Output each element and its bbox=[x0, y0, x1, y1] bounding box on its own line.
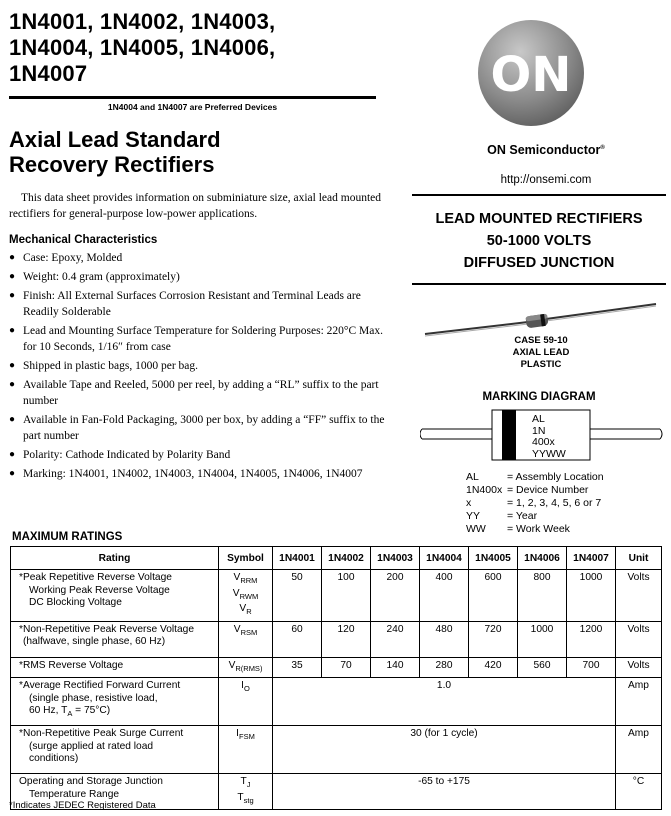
list-item-text: Lead and Mounting Surface Temperature for Soldering Purposes: 220°C Max. for 10 Seconds, 1/16″ from case bbox=[23, 325, 384, 353]
value-cell: 800 bbox=[518, 570, 567, 622]
unit-cell: °C bbox=[616, 774, 662, 810]
symbol-base: V bbox=[228, 659, 236, 671]
value-cell: 720 bbox=[469, 621, 518, 657]
symbol bbox=[222, 660, 269, 676]
list-item-text: Available Tape and Reeled, 5000 per reel, by adding a “RL” suffix to the part number bbox=[23, 379, 379, 407]
value-cell: 100 bbox=[322, 570, 371, 622]
symbol bbox=[222, 588, 269, 604]
value-cell: -65 to +175 bbox=[273, 774, 616, 810]
list-item bbox=[9, 466, 394, 482]
rating-cell bbox=[11, 570, 219, 622]
legend-key: x bbox=[466, 497, 472, 509]
unit-cell: Amp bbox=[616, 726, 662, 774]
package-description bbox=[486, 335, 596, 371]
legend-row bbox=[466, 484, 604, 497]
marking-line: AL bbox=[532, 413, 545, 425]
value-cell: 1.0 bbox=[273, 678, 616, 726]
column-header: 1N4006 bbox=[518, 547, 567, 570]
rating-line: *RMS Reverse Voltage bbox=[19, 659, 124, 671]
legend-value: = Device Number bbox=[507, 484, 589, 496]
ratings-heading: MAXIMUM RATINGS bbox=[12, 531, 123, 543]
value-cell: 35 bbox=[273, 657, 322, 678]
legend-row bbox=[466, 497, 604, 510]
symbol-base: V bbox=[233, 623, 241, 635]
list-item-text: Case: Epoxy, Molded bbox=[23, 252, 123, 264]
column-header: Unit bbox=[616, 547, 662, 570]
value-cell: 600 bbox=[469, 570, 518, 622]
rating-line: *Peak Repetitive Reverse Voltage bbox=[19, 572, 172, 583]
marking-line: 1N bbox=[532, 424, 546, 437]
value-cell: 50 bbox=[273, 570, 322, 622]
symbol-cell bbox=[219, 726, 273, 774]
table-row bbox=[11, 570, 662, 622]
symbol bbox=[222, 624, 269, 640]
legend-value: = Work Week bbox=[507, 523, 570, 535]
symbol-cell bbox=[219, 621, 273, 657]
table-header-row bbox=[11, 547, 662, 570]
legend-value: = 1, 2, 3, 4, 5, 6 or 7 bbox=[507, 497, 602, 509]
list-item bbox=[9, 323, 394, 355]
column-header: 1N4005 bbox=[469, 547, 518, 570]
symbol-base: I bbox=[241, 680, 244, 692]
value-cell: 480 bbox=[420, 621, 469, 657]
marking-line: YYWW bbox=[532, 447, 566, 460]
value-cell: 60 bbox=[273, 621, 322, 657]
title-line: 1N4001, 1N4002, 1N4003, bbox=[9, 9, 276, 34]
mechanical-list bbox=[9, 250, 394, 485]
value-cell: 1000 bbox=[518, 621, 567, 657]
value-cell: 30 (for 1 cycle) bbox=[273, 726, 616, 774]
bullet-icon: ● bbox=[9, 449, 16, 460]
value-cell: 700 bbox=[567, 657, 616, 678]
marking-text bbox=[532, 414, 566, 460]
product-line: DIFFUSED JUNCTION bbox=[463, 255, 615, 271]
rating-line: *Non-Repetitive Peak Reverse Voltage bbox=[19, 623, 194, 635]
symbol-cell bbox=[219, 657, 273, 678]
marking-line: 400x bbox=[532, 436, 555, 448]
legend-value: = Year bbox=[507, 510, 538, 522]
symbol-cell bbox=[219, 570, 273, 622]
symbol-base: T bbox=[237, 791, 244, 803]
document-subtitle bbox=[9, 127, 379, 177]
unit-cell: Amp bbox=[616, 678, 662, 726]
symbol-cell bbox=[219, 678, 273, 726]
value-cell: 1200 bbox=[567, 621, 616, 657]
symbol-subscript: O bbox=[244, 684, 250, 694]
column-header: 1N4003 bbox=[371, 547, 420, 570]
list-item bbox=[9, 358, 394, 374]
subtitle-line: Recovery Rectifiers bbox=[9, 152, 215, 177]
logo-text: ON bbox=[490, 47, 572, 103]
rating-subscript: A bbox=[67, 709, 73, 719]
symbol-subscript: RWM bbox=[239, 591, 259, 601]
brand-name-text: ON Semiconductor bbox=[487, 143, 601, 157]
list-item bbox=[9, 412, 394, 444]
symbol-base: I bbox=[236, 728, 239, 740]
bullet-icon: ● bbox=[9, 325, 16, 336]
symbol-subscript: RRM bbox=[240, 576, 258, 586]
value-cell: 120 bbox=[322, 621, 371, 657]
list-item-text: Polarity: Cathode Indicated by Polarity Band bbox=[23, 449, 231, 461]
value-cell: 420 bbox=[469, 657, 518, 678]
column-header: 1N4001 bbox=[273, 547, 322, 570]
marking-legend bbox=[466, 471, 604, 536]
rating-line: *Non-Repetitive Peak Surge Current bbox=[19, 728, 184, 740]
rating-line: conditions) bbox=[29, 753, 79, 765]
website-url[interactable]: http://onsemi.com bbox=[500, 174, 592, 186]
symbol-subscript: R(RMS) bbox=[235, 663, 263, 673]
list-item-text: Weight: 0.4 gram (approximately) bbox=[23, 271, 180, 283]
value-cell: 400 bbox=[420, 570, 469, 622]
column-header: 1N4007 bbox=[567, 547, 616, 570]
symbol-base: V bbox=[232, 587, 240, 599]
intro-paragraph: This data sheet provides information on subminiature size, axial lead mounted rectifiers for general-purpose low-power applications. bbox=[9, 192, 381, 220]
marking-diagram-title: MARKING DIAGRAM bbox=[482, 391, 596, 403]
bullet-icon: ● bbox=[9, 290, 16, 301]
bullet-icon: ● bbox=[9, 252, 16, 263]
symbol bbox=[222, 728, 269, 744]
document-title bbox=[9, 9, 379, 87]
rating-cell bbox=[11, 726, 219, 774]
symbol-subscript: R bbox=[246, 607, 252, 617]
rating-line: (single phase, resistive load, bbox=[29, 692, 158, 704]
title-line: 1N4007 bbox=[9, 61, 88, 86]
list-item-text: Shipped in plastic bags, 1000 per bag. bbox=[23, 360, 199, 372]
symbol bbox=[222, 792, 269, 808]
package-line: CASE 59-10 bbox=[514, 335, 568, 346]
value-cell: 280 bbox=[420, 657, 469, 678]
product-summary bbox=[412, 208, 666, 274]
symbol-subscript: stg bbox=[243, 795, 254, 805]
rating-line: DC Blocking Voltage bbox=[29, 597, 122, 608]
table-row bbox=[11, 657, 662, 678]
table-row bbox=[11, 621, 662, 657]
value-cell: 140 bbox=[371, 657, 420, 678]
rating-cell bbox=[11, 621, 219, 657]
on-semiconductor-logo bbox=[476, 18, 586, 128]
column-header: Symbol bbox=[219, 547, 273, 570]
value-cell: 200 bbox=[371, 570, 420, 622]
symbol bbox=[222, 680, 269, 696]
maximum-ratings-table bbox=[10, 546, 662, 810]
mechanical-heading: Mechanical Characteristics bbox=[9, 234, 158, 246]
legend-row bbox=[466, 523, 604, 536]
rating-line: Operating and Storage Junction bbox=[19, 776, 163, 788]
rating-text: 60 Hz, T bbox=[29, 705, 68, 717]
package-line: AXIAL LEAD bbox=[512, 347, 570, 358]
symbol-base: T bbox=[240, 776, 247, 788]
title-divider bbox=[9, 96, 376, 99]
list-item-text: Marking: 1N4001, 1N4002, 1N4003, 1N4004, 1N4005, 1N4006, 1N4007 bbox=[23, 468, 363, 480]
bullet-icon: ● bbox=[9, 271, 16, 282]
unit-cell: Volts bbox=[616, 570, 662, 622]
rating-line: *Average Rectified Forward Current bbox=[19, 680, 181, 692]
value-cell: 70 bbox=[322, 657, 371, 678]
rating-cell bbox=[11, 678, 219, 726]
symbol bbox=[222, 572, 269, 588]
symbol-cell bbox=[219, 774, 273, 810]
column-header: Rating bbox=[11, 547, 219, 570]
symbol bbox=[222, 776, 269, 792]
bullet-icon: ● bbox=[9, 360, 16, 371]
value-cell: 560 bbox=[518, 657, 567, 678]
symbol-subscript: RSM bbox=[240, 627, 258, 637]
symbol-base: V bbox=[239, 603, 247, 615]
rating-cell bbox=[11, 657, 219, 678]
bullet-icon: ● bbox=[9, 414, 16, 425]
symbol-base: V bbox=[233, 572, 241, 583]
title-line: 1N4004, 1N4005, 1N4006, bbox=[9, 35, 276, 60]
unit-cell: Volts bbox=[616, 621, 662, 657]
product-box-bottom-rule bbox=[412, 283, 666, 285]
rating-text: = 75°C) bbox=[72, 705, 111, 717]
legend-key: 1N400x bbox=[466, 484, 503, 496]
package-line: PLASTIC bbox=[520, 359, 562, 370]
column-header: 1N4004 bbox=[420, 547, 469, 570]
product-box-top-rule bbox=[412, 194, 666, 196]
column-header: 1N4002 bbox=[322, 547, 371, 570]
symbol-subscript: FSM bbox=[239, 732, 255, 742]
rating-line: (halfwave, single phase, 60 Hz) bbox=[23, 636, 166, 648]
brand-name bbox=[456, 143, 636, 157]
legend-key: AL bbox=[466, 471, 479, 483]
rating-line bbox=[19, 705, 215, 721]
list-item bbox=[9, 288, 394, 320]
jedec-footnote: *Indicates JEDEC Registered Data bbox=[9, 800, 156, 811]
list-item bbox=[9, 377, 394, 409]
list-item-text: Available in Fan-Fold Packaging, 3000 per box, by adding a “FF” suffix to the part number bbox=[23, 414, 385, 442]
unit-cell: Volts bbox=[616, 657, 662, 678]
product-line: 50-1000 VOLTS bbox=[486, 233, 592, 249]
trademark-mark: ® bbox=[600, 144, 605, 151]
subtitle-line: Axial Lead Standard bbox=[9, 127, 221, 152]
rating-line: Temperature Range bbox=[29, 788, 120, 800]
product-line: LEAD MOUNTED RECTIFIERS bbox=[435, 211, 643, 227]
legend-row bbox=[466, 471, 604, 484]
rating-line: Working Peak Reverse Voltage bbox=[29, 584, 170, 596]
bullet-icon: ● bbox=[9, 468, 16, 479]
bullet-icon: ● bbox=[9, 379, 16, 390]
rating-line: (surge applied at rated load bbox=[29, 740, 154, 752]
legend-row bbox=[466, 510, 604, 523]
preferred-devices-note: 1N4004 and 1N4007 are Preferred Devices bbox=[107, 102, 278, 112]
legend-key: YY bbox=[466, 510, 481, 522]
list-item bbox=[9, 447, 394, 463]
legend-key: WW bbox=[466, 523, 486, 535]
table-row bbox=[11, 726, 662, 774]
symbol bbox=[222, 603, 269, 619]
symbol-subscript: J bbox=[246, 780, 251, 790]
legend-value: = Assembly Location bbox=[507, 471, 604, 483]
list-item-text: Finish: All External Surfaces Corrosion Resistant and Terminal Leads are Readily Solderable bbox=[23, 290, 361, 318]
list-item bbox=[9, 250, 394, 266]
value-cell: 1000 bbox=[567, 570, 616, 622]
list-item bbox=[9, 269, 394, 285]
value-cell: 240 bbox=[371, 621, 420, 657]
table-row bbox=[11, 678, 662, 726]
